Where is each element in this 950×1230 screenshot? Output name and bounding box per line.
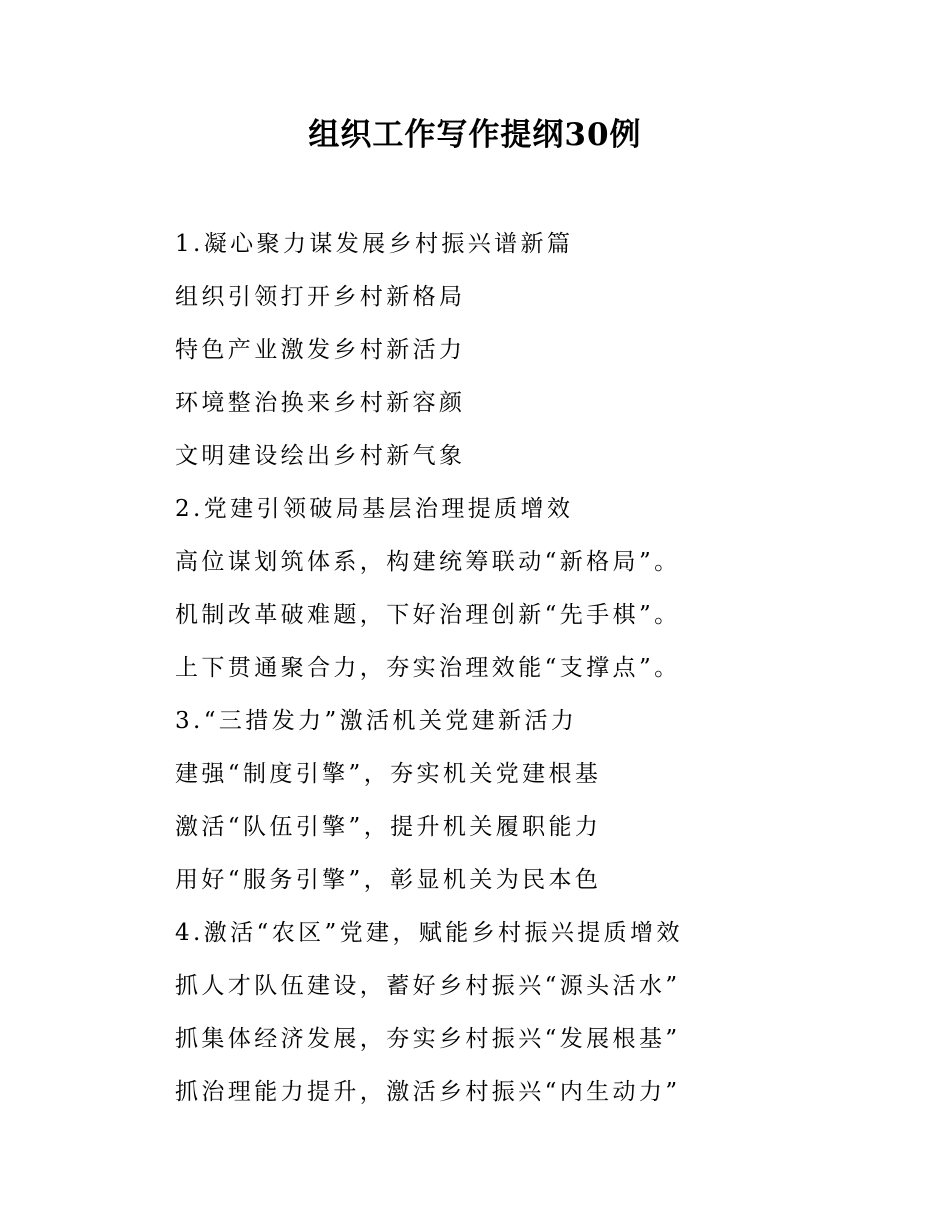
outline-line: 用好“服务引擎”，彰显机关为民本色: [175, 867, 602, 893]
outline-line: 4.激活“农区”党建，赋能乡村振兴提质增效: [175, 920, 683, 946]
outline-line: 3.“三措发力”激活机关党建新活力: [175, 708, 578, 734]
outline-line: 2.党建引领破局基层治理提质增效: [175, 496, 574, 522]
outline-line: 抓集体经济发展，夯实乡村振兴“发展根基”: [175, 1026, 681, 1052]
outline-line: 环境整治换来乡村新容颜: [175, 390, 466, 416]
outline-line: 高位谋划筑体系，构建统筹联动“新格局”。: [175, 549, 681, 575]
outline-line: 文明建设绘出乡村新气象: [175, 443, 466, 469]
outline-line: 特色产业激发乡村新活力: [175, 337, 466, 363]
outline-line: 组织引领打开乡村新格局: [175, 284, 466, 310]
outline-line: 机制改革破难题，下好治理创新“先手棋”。: [175, 602, 681, 628]
outline-line: 抓人才队伍建设，蓄好乡村振兴“源头活水”: [175, 973, 681, 999]
outline-list: [175, 224, 915, 1125]
outline-line: 建强“制度引擎”，夯实机关党建根基: [175, 761, 602, 787]
document-title: 组织工作写作提纲30例: [308, 117, 642, 153]
outline-line: 激活“队伍引擎”，提升机关履职能力: [175, 814, 602, 840]
outline-line: 上下贯通聚合力，夯实治理效能“支撑点”。: [175, 655, 681, 681]
outline-line: 抓治理能力提升，激活乡村振兴“内生动力”: [175, 1079, 681, 1105]
outline-line: 1.凝心聚力谋发展乡村振兴谱新篇: [175, 231, 574, 257]
